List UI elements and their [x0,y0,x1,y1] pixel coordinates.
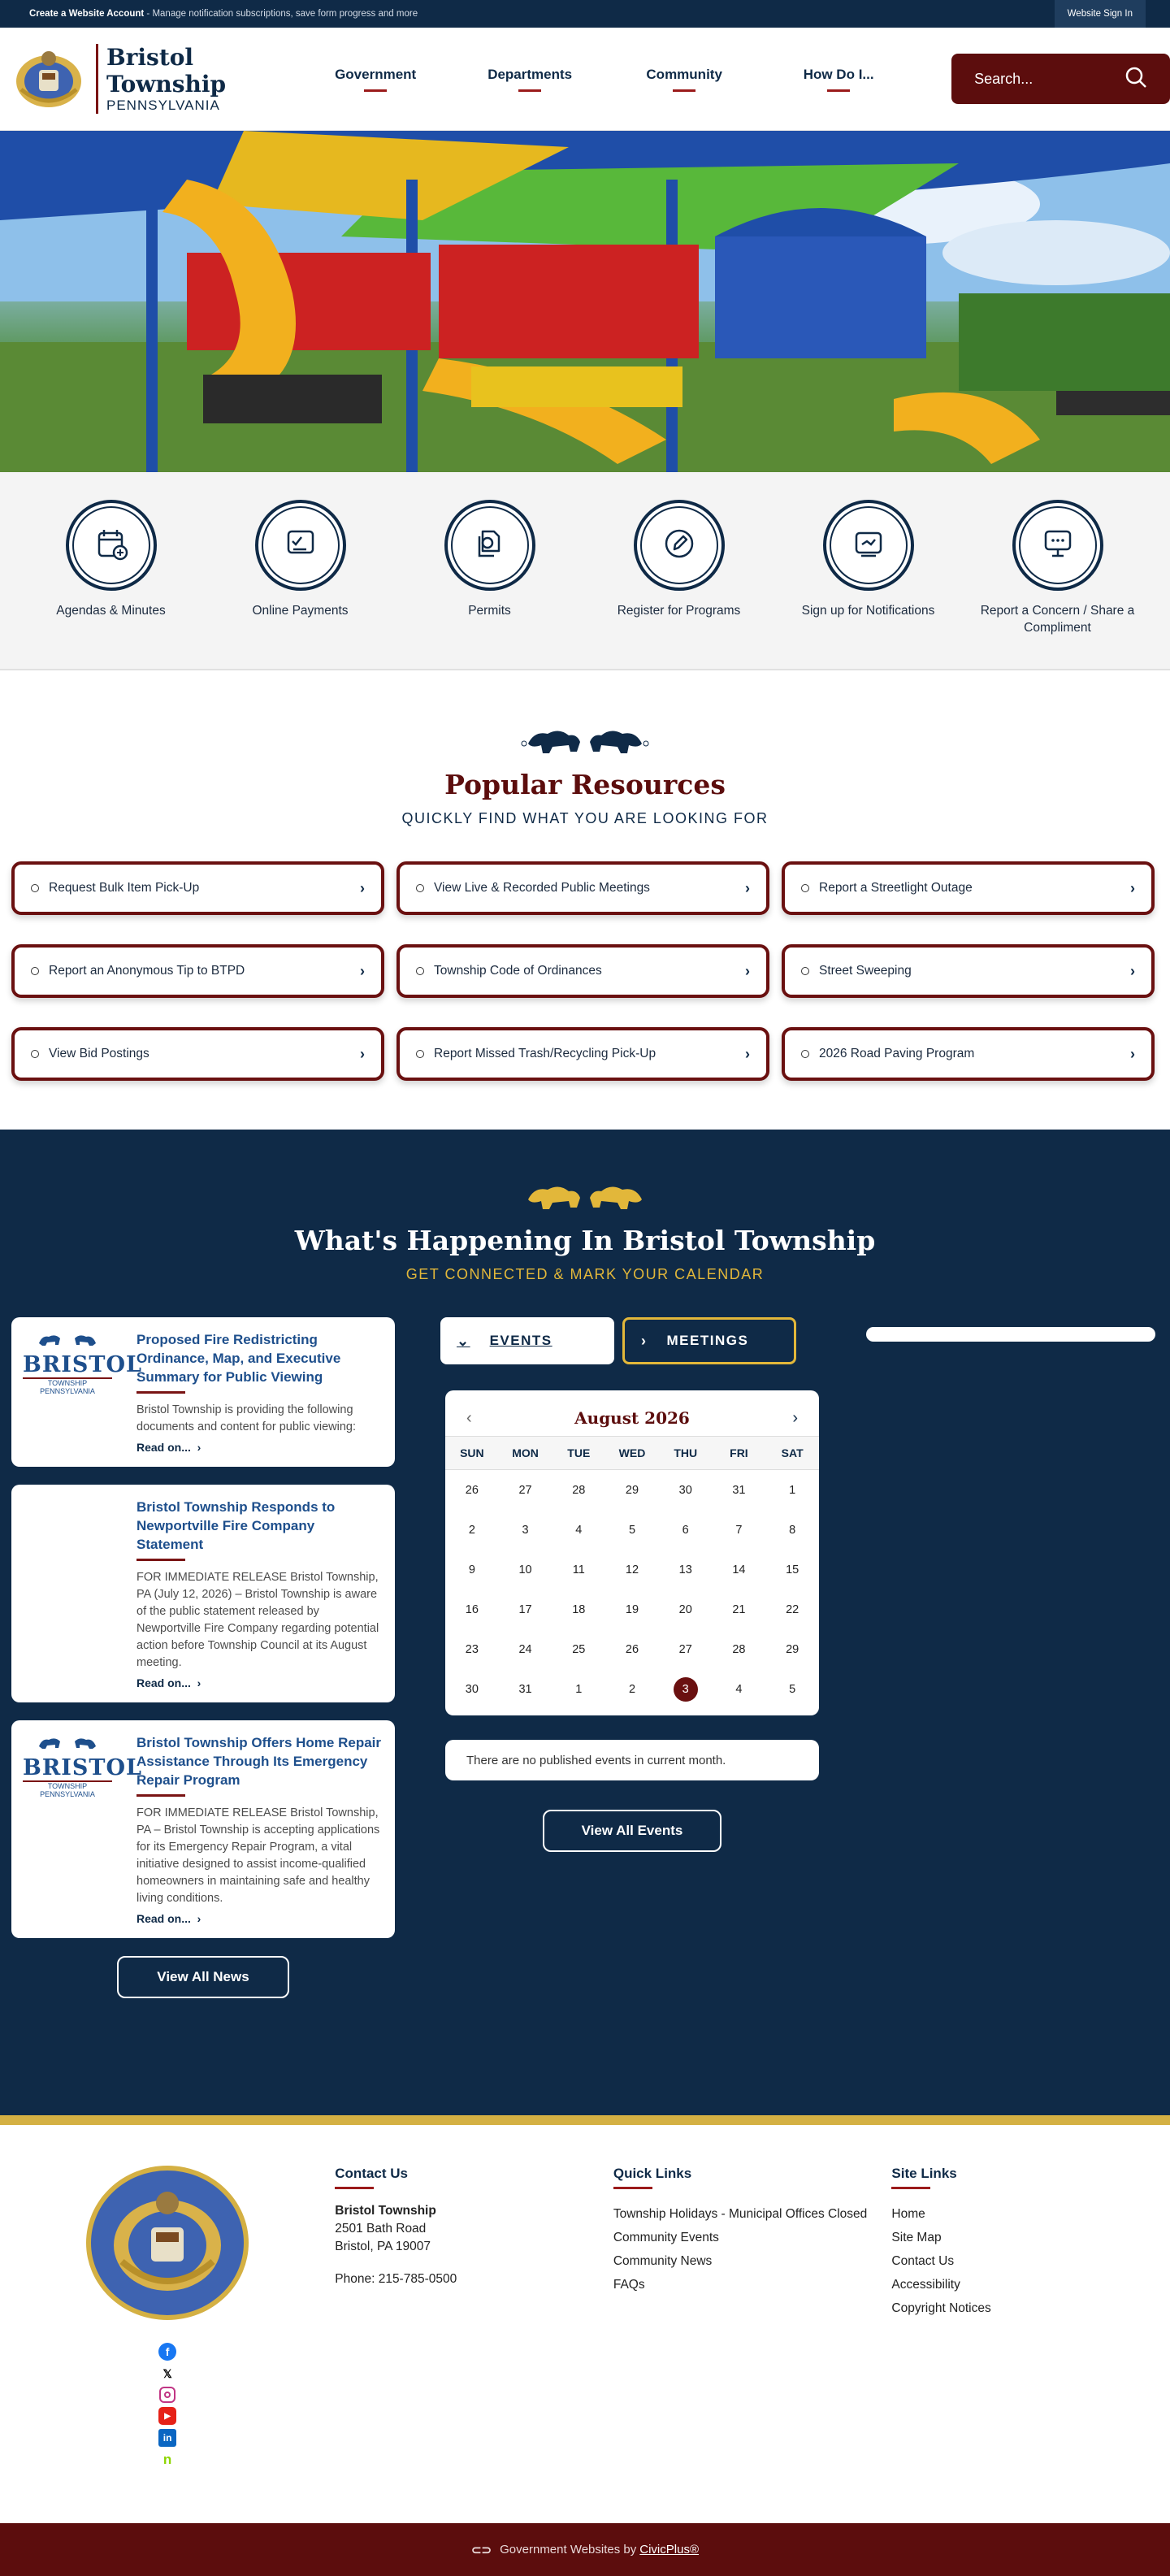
x-twitter-icon[interactable]: 𝕏 [162,2366,172,2380]
nav-departments[interactable]: Departments [453,67,607,92]
civicplus-icon: ⊂⊃ [470,2543,492,2557]
pencil-edit-icon [661,525,698,566]
calendar-day[interactable]: 26 [625,1642,639,1656]
phone-number: Phone: 215-785-0500 [335,2272,457,2286]
calendar-day[interactable]: 17 [518,1602,532,1616]
footer-site-links: Site Links Home Site Map Contact Us Accessibility Copyright Notices [891,2166,1170,2523]
email-notify-icon [850,525,887,566]
quick-link-agendas[interactable]: Agendas & Minutes [16,500,206,669]
bristol-logo-icon: BRISTOL TOWNSHIP PENNSYLVANIA [23,1330,128,1454]
hero-playground-image [0,131,1170,472]
news-title[interactable]: Proposed Fire Redistricting Ordinance, Map, and Executive Summary for Public Viewing [136,1332,341,1385]
chat-monitor-icon [1039,525,1077,566]
chevron-right-icon: › [360,879,365,896]
calendar-day[interactable]: 15 [786,1563,800,1576]
news-description: FOR IMMEDIATE RELEASE Bristol Township, PA (July 12, 2026) – Bristol Township is aware of the public statement released by Newportville Fire Company regarding potential action before Township Council at its August meeting. [136,1571,379,1669]
news-card[interactable] [11,1317,395,1467]
chevron-right-icon: › [360,962,365,979]
calendar-day[interactable]: 14 [732,1563,746,1576]
calendar-day[interactable]: 28 [572,1483,586,1497]
calendar-day[interactable]: 30 [678,1483,692,1497]
site-title: Bristol Township [106,44,227,98]
search-icon[interactable] [1124,66,1147,93]
footer-quick-links: Quick Links Township Holidays - Municipal Offices Closed Community Events Community News FAQs [613,2166,892,2523]
news-title[interactable]: Bristol Township Offers Home Repair Assistance Through Its Emergency Repair Program [136,1735,382,1788]
search-input[interactable]: Search... [951,54,1170,104]
quick-link-report-concern[interactable]: Report a Concern / Share a Compliment [963,500,1152,669]
whats-happening-subtitle: GET CONNECTED & MARK YOUR CALENDAR [405,1266,765,1282]
chevron-right-icon: › [193,1912,202,1925]
view-all-events-button[interactable]: View All Events [543,1810,722,1852]
footer-link[interactable]: Accessibility [891,2278,960,2292]
calendar-day[interactable]: 7 [735,1523,743,1537]
quick-link-permits[interactable]: Permits [395,500,584,669]
calendar-day[interactable]: 20 [678,1602,692,1616]
nav-government[interactable]: Government [298,67,453,92]
resource-button[interactable]: Report an Anonymous Tip to BTPD › [11,944,384,998]
tab-events[interactable]: ⌄ EVENTS [440,1317,614,1364]
calendar-day[interactable]: 13 [678,1563,692,1576]
resource-button[interactable]: Township Code of Ordinances › [396,944,769,998]
main-nav [298,67,916,92]
news-card[interactable] [11,1720,395,1938]
chevron-right-icon: › [1130,962,1135,979]
site-subtitle: PENNSYLVANIA [106,98,220,113]
chevron-right-icon: › [1130,1045,1135,1062]
civicplus-bar: ⊂⊃ Government Websites by CivicPlus® [0,2523,1170,2576]
calendar-day[interactable]: 9 [468,1563,475,1576]
chevron-right-icon: › [1130,879,1135,896]
chevron-right-icon: › [745,1045,750,1062]
calendar-week [445,1550,819,1589]
documents-icon [471,525,509,566]
news-title[interactable]: Bristol Township Responds to Newportville Fire Company Statement [136,1499,336,1552]
calendar-day[interactable]: 25 [572,1642,586,1656]
calendar-week [445,1510,819,1550]
calendar-day[interactable]: 30 [465,1682,479,1696]
footer-link[interactable]: Community Events [613,2231,719,2244]
calendar-day[interactable]: 1 [789,1483,796,1497]
news-card[interactable] [11,1485,395,1702]
no-events-message: There are no published events in current month. [445,1740,819,1780]
bristol-logo-icon: BRISTOL TOWNSHIP PENNSYLVANIA [23,1733,128,1925]
calendar-day[interactable]: 5 [789,1682,796,1696]
footer-link[interactable]: FAQs [613,2278,645,2292]
resource-button[interactable]: 2026 Road Paving Program › [782,1027,1155,1081]
calendar-week [445,1629,819,1669]
read-on-link[interactable]: Read on... › [136,1441,202,1454]
social-links [158,2343,176,2469]
resource-button[interactable]: View Live & Recorded Public Meetings › [396,861,769,915]
resource-button[interactable]: Report a Streetlight Outage › [782,861,1155,915]
calendar-day[interactable]: 3 [659,1669,713,1709]
whats-happening-title: What's Happening In Bristol Township [294,1225,876,1256]
popular-resources-subtitle: QUICKLY FIND WHAT YOU ARE LOOKING FOR [401,810,769,826]
calendar-day[interactable]: 23 [465,1642,479,1656]
quick-link-register[interactable]: Register for Programs [584,500,774,669]
calendar-days [445,1470,819,1709]
calendar-day[interactable]: 6 [682,1523,689,1537]
calendar-week [445,1470,819,1510]
township-seal-icon [10,47,88,111]
calendar-day[interactable]: 19 [625,1602,639,1616]
read-on-link[interactable]: Read on... › [136,1912,202,1925]
calendar-day[interactable]: 28 [732,1642,746,1656]
calendar-day[interactable]: 12 [625,1563,639,1576]
footer-link[interactable]: Home [891,2207,925,2221]
township-seal-large-icon [86,2166,249,2320]
calendar-day[interactable]: 10 [518,1563,532,1576]
gold-lions-icon [11,1175,1159,1216]
clipboard-pay-icon [282,525,319,566]
footer-link[interactable]: Copyright Notices [891,2301,991,2315]
resource-button[interactable]: Request Bulk Item Pick-Up › [11,861,384,915]
site-logo[interactable] [10,44,280,114]
calendar-week [445,1669,819,1709]
instagram-icon[interactable] [159,2387,176,2403]
calendar-day[interactable]: 4 [735,1682,743,1696]
chevron-right-icon: › [641,1332,648,1349]
chevron-right-icon: › [745,879,750,896]
tab-meetings[interactable]: › MEETINGS [622,1317,796,1364]
chevron-down-icon: ⌄ [457,1332,470,1349]
chevron-right-icon: › [193,1441,202,1454]
read-on-link[interactable]: Read on... › [136,1676,202,1689]
calendar-column [440,1317,824,1998]
civicplus-link[interactable]: CivicPlus® [639,2543,699,2556]
calendar-day[interactable]: 26 [465,1483,479,1497]
news-column [11,1317,395,1998]
calendar-month: August 2026 [574,1408,690,1428]
quick-link-payments[interactable]: Online Payments [206,500,395,669]
calendar-day[interactable]: 2 [628,1682,636,1696]
next-month-icon[interactable]: › [792,1408,798,1427]
prev-month-icon[interactable]: ‹ [466,1408,472,1427]
popular-resources-title: Popular Resources [444,769,726,800]
resource-button[interactable]: Street Sweeping › [782,944,1155,998]
news-description: Bristol Township is providing the following documents and content for public viewing: [136,1403,357,1433]
resource-button[interactable]: Report Missed Trash/Recycling Pick-Up › [396,1027,769,1081]
popular-resources-section [0,670,1170,1130]
resources-grid [11,861,1159,1081]
quick-link-notifications[interactable]: Sign up for Notifications [774,500,963,669]
calendar-plus-icon [93,525,130,566]
view-all-news-button[interactable]: View All News [117,1956,289,1998]
footer-contact: Contact Us Bristol Township 2501 Bath Road Bristol, PA 19007 Phone: 215-785-0500 [335,2166,613,2523]
site-header [0,28,1170,131]
linkedin-icon[interactable]: in [158,2429,176,2447]
events-calendar [445,1390,819,1715]
calendar-day[interactable]: 2 [468,1523,475,1537]
footer-link[interactable]: Contact Us [891,2254,955,2268]
calendar-day[interactable]: 31 [518,1682,532,1696]
calendar-day[interactable]: 22 [786,1602,800,1616]
footer-link[interactable]: Community News [613,2254,713,2268]
nextdoor-icon[interactable]: n [162,2452,172,2467]
nav-community[interactable]: Community [607,67,761,92]
calendar-day[interactable]: 16 [465,1602,479,1616]
calendar-weekdays: SUN MON TUE WED THU FRI SAT [445,1436,819,1470]
resource-button[interactable]: View Bid Postings › [11,1027,384,1081]
calendar-day[interactable]: 24 [518,1642,532,1656]
calendar-day[interactable]: 21 [732,1602,746,1616]
create-account-message[interactable]: Create a Website Account - Manage notification subscriptions, save form progress and more [29,9,418,19]
calendar-day[interactable]: 18 [572,1602,586,1616]
chevron-right-icon: › [745,962,750,979]
website-sign-in-button[interactable]: Website Sign In [1055,0,1146,28]
youtube-icon[interactable]: ▶ [158,2407,176,2425]
calendar-day[interactable]: 8 [789,1523,796,1537]
utility-bar [0,0,1170,28]
chevron-right-icon: › [360,1045,365,1062]
nav-how-do-i[interactable]: How Do I... [761,67,916,92]
calendar-day[interactable]: 29 [786,1642,800,1656]
calendar-week [445,1589,819,1629]
calendar-day[interactable]: 5 [628,1523,636,1537]
facebook-icon[interactable]: f [158,2343,176,2361]
calendar-day[interactable]: 1 [575,1682,583,1696]
quick-links-bar [0,472,1170,670]
feed-placeholder [866,1317,1155,1998]
calendar-day[interactable]: 31 [732,1483,746,1497]
lions-icon [11,719,1159,761]
calendar-day[interactable]: 27 [678,1642,692,1656]
footer-link[interactable]: Site Map [891,2231,942,2244]
chevron-right-icon: › [193,1676,202,1689]
calendar-day[interactable]: 29 [625,1483,639,1497]
calendar-day[interactable]: 27 [518,1483,532,1497]
calendar-day[interactable]: 3 [522,1523,529,1537]
footer-link[interactable]: Township Holidays - Municipal Offices Closed [613,2207,868,2221]
news-description: FOR IMMEDIATE RELEASE Bristol Township, PA – Bristol Township is accepting applications for its Emergency Repair Program, a vital initiative designed to assist income-qualified homeowners in maintaining safe and healthy living conditions. [136,1806,380,1905]
calendar-day[interactable]: 4 [575,1523,583,1537]
whats-happening-section [0,1130,1170,2115]
calendar-day[interactable]: 11 [572,1563,585,1576]
site-footer [0,2125,1170,2523]
